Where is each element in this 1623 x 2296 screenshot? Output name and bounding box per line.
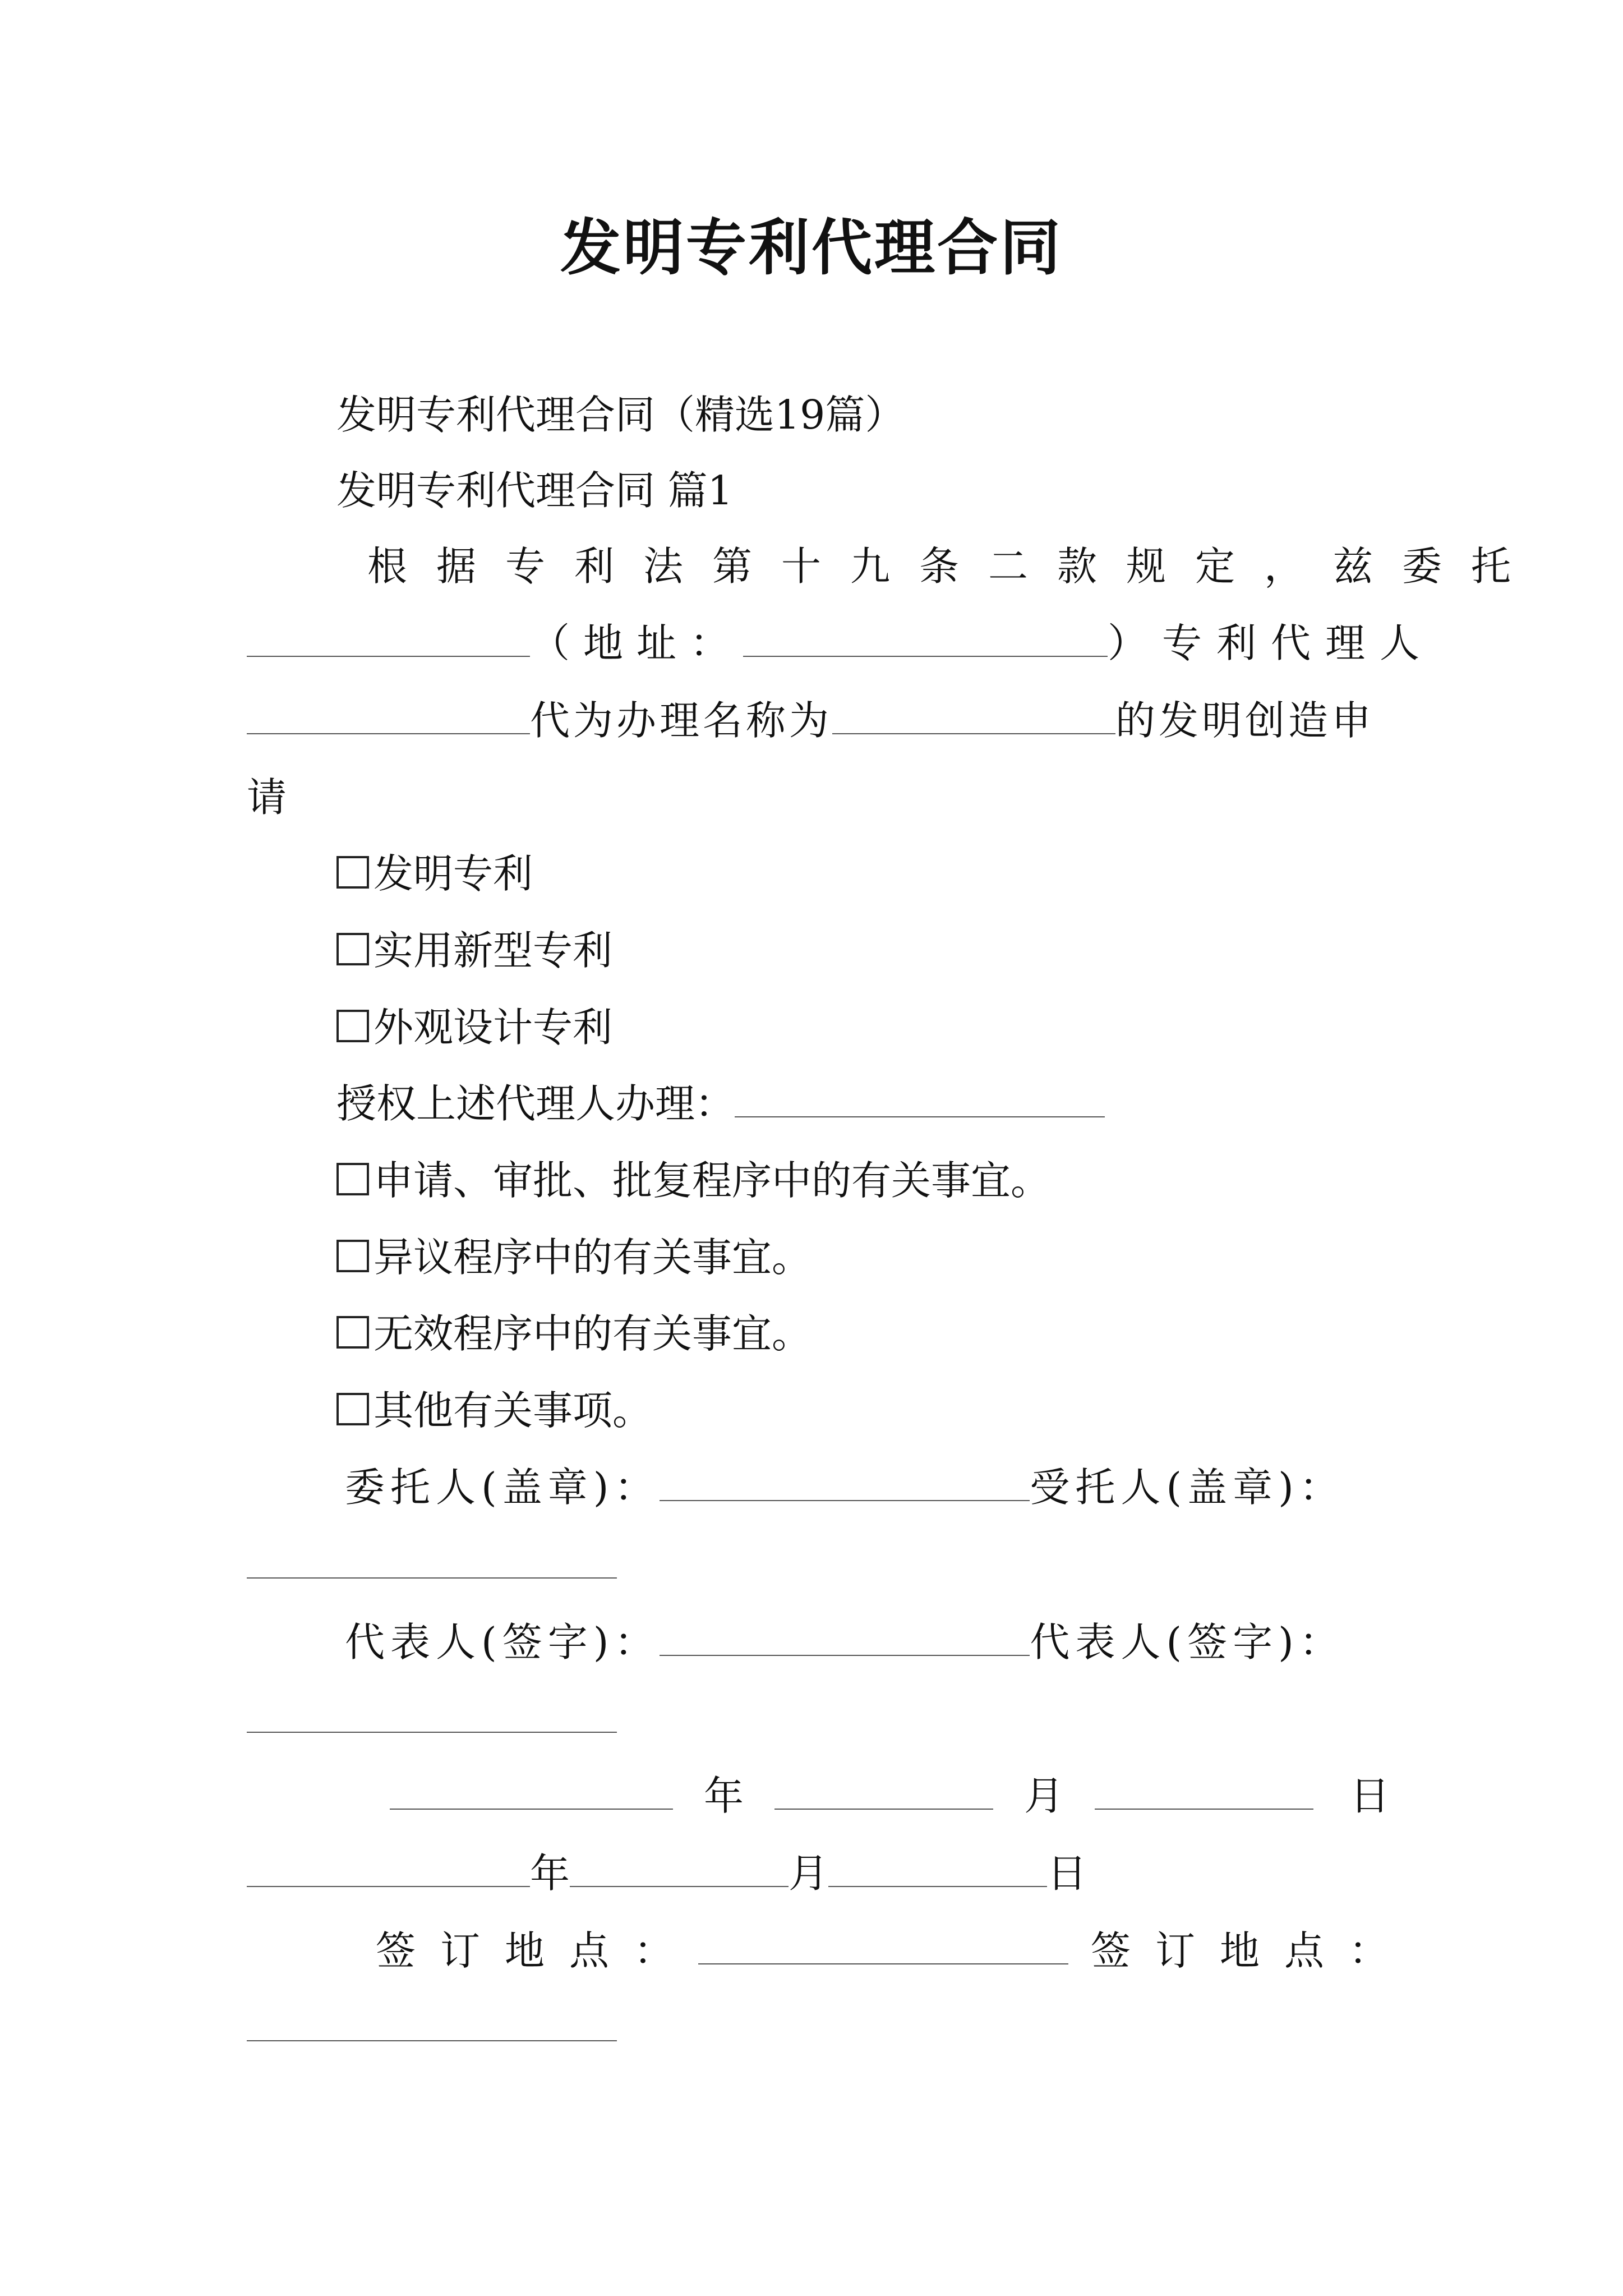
checkbox-label: 异议程序中的有关事宜。 (374, 1234, 812, 1281)
name-label: 代为办理名称为 (530, 697, 833, 744)
authorize-blank (735, 1077, 1105, 1117)
date-line-2 (247, 1846, 1087, 1902)
checkbox-item[interactable] (336, 1000, 612, 1056)
checkbox-item[interactable] (336, 923, 612, 979)
place-label: 签订地点： (1091, 1927, 1414, 1974)
client-seal-blank (660, 1461, 1030, 1501)
address-blank (743, 616, 1108, 657)
checkbox-label: 实用新型专利 (374, 927, 613, 974)
checkbox-item[interactable] (336, 846, 533, 902)
checkbox-label: 其他有关事项。 (374, 1387, 653, 1434)
agent-name-blank (247, 694, 530, 734)
section-heading: 发明专利代理合同 篇1 (336, 467, 733, 514)
agent-seal-blank (247, 1538, 617, 1579)
agent-seal-label: 受托人(盖章)： (1030, 1464, 1345, 1511)
paragraph-line-4: 请 (247, 774, 287, 821)
client-seal-label: 委托人(盖章)： (345, 1464, 660, 1511)
checkbox[interactable] (336, 1240, 369, 1272)
checkbox-label: 外观设计专利 (374, 1004, 613, 1051)
date-line-1 (390, 1768, 1390, 1824)
checkbox-item[interactable] (336, 1383, 652, 1439)
checkbox[interactable] (336, 1010, 369, 1042)
place-blank (247, 2001, 617, 2041)
checkbox[interactable] (336, 1316, 369, 1349)
day-label: 日 (1047, 1850, 1087, 1897)
checkbox[interactable] (336, 1393, 369, 1425)
month-blank (774, 1769, 993, 1810)
place-line (376, 1923, 1413, 1979)
paragraph-line-2 (247, 615, 1434, 671)
place-label: 签订地点： (376, 1927, 699, 1974)
checkbox-item[interactable] (336, 1306, 811, 1362)
paragraph-line-1: 根据专利法第十九条二款规定，兹委托 (367, 543, 1541, 590)
day-blank (828, 1847, 1047, 1887)
agent-seal-line (247, 1537, 617, 1593)
invention-label: 的发明创造申 (1115, 697, 1375, 744)
checkbox-label: 无效程序中的有关事宜。 (374, 1310, 812, 1357)
checkbox[interactable] (336, 856, 369, 889)
authorize-label: 授权上述代理人办理： (336, 1080, 735, 1127)
checkbox-item[interactable] (336, 1230, 811, 1286)
invention-name-blank (832, 694, 1115, 734)
rep-sign-label: 代表人(签字)： (345, 1619, 660, 1665)
address-label: （地址： (530, 620, 744, 666)
authorize-line (336, 1076, 1105, 1132)
client-name-blank (247, 616, 530, 657)
rep-sign-blank (247, 1692, 617, 1733)
day-blank (1095, 1769, 1313, 1810)
month-label: 月 (789, 1850, 829, 1897)
month-blank (570, 1847, 789, 1887)
rep-sign-blank (660, 1616, 1030, 1656)
year-blank (247, 1847, 530, 1887)
checkbox[interactable] (336, 933, 369, 965)
paragraph-line-3 (247, 693, 1375, 749)
rep-sign-line-2 (247, 1691, 617, 1747)
subtitle: 发明专利代理合同（精选19篇） (336, 392, 905, 438)
rep-sign-label: 代表人(签字)： (1030, 1619, 1345, 1665)
place-blank (698, 1924, 1068, 1964)
month-label: 月 (1024, 1773, 1064, 1819)
year-blank (390, 1769, 673, 1810)
document-title: 发明专利代理合同 (560, 213, 1063, 283)
seal-line (345, 1460, 1345, 1516)
place-line-2 (247, 2000, 617, 2056)
checkbox-label: 发明专利 (374, 850, 533, 897)
checkbox-item[interactable] (336, 1153, 1050, 1209)
year-label: 年 (530, 1850, 570, 1897)
checkbox-label: 申请、审批、批复程序中的有关事宜。 (374, 1157, 1051, 1204)
day-label: 日 (1350, 1773, 1390, 1819)
year-label: 年 (704, 1773, 744, 1819)
sign-line (345, 1614, 1345, 1671)
agent-label: ）专利代理人 (1108, 620, 1435, 666)
checkbox[interactable] (336, 1163, 369, 1195)
